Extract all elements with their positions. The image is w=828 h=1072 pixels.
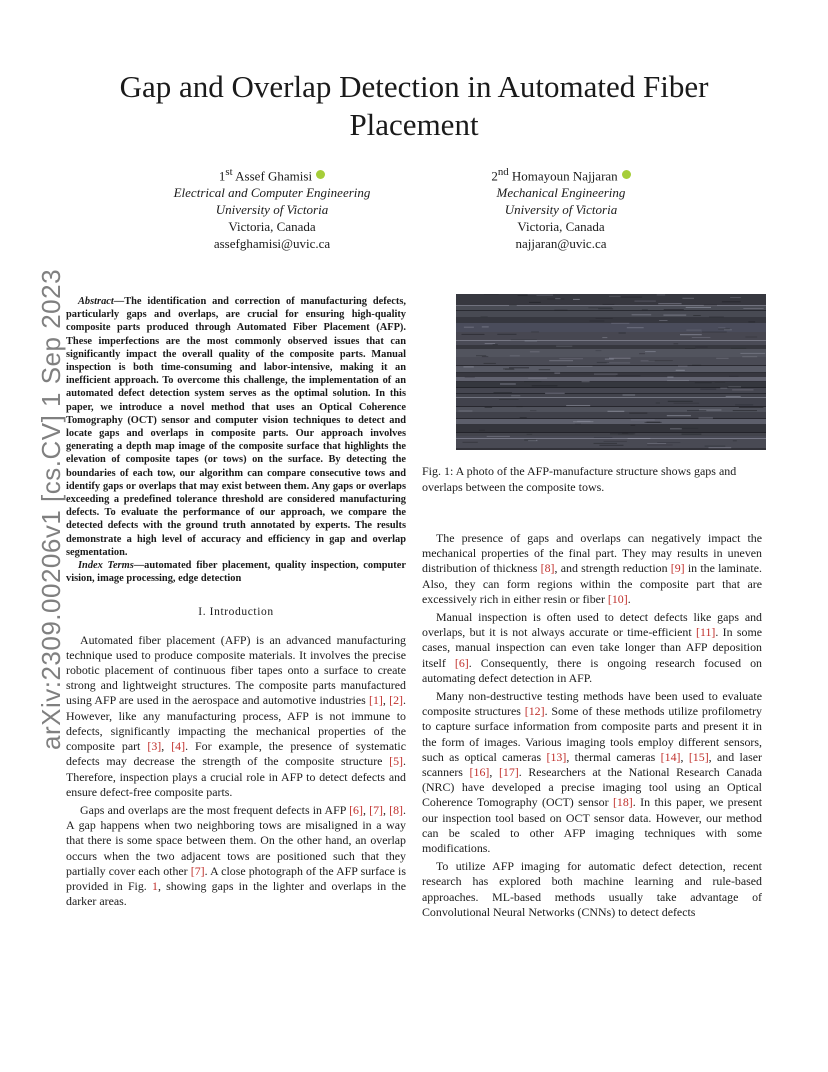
fiber-streak [728,386,741,387]
fiber-streak [733,410,757,411]
fiber-streak [604,441,627,442]
fiber-streak [740,353,765,354]
author-number: 1 [218,168,226,184]
fiber-streak [567,366,593,367]
fiber-streak [718,328,730,329]
index-terms-label: Index Terms [78,560,134,572]
citation-link[interactable]: [6] [349,802,363,817]
fiber-streak [603,304,615,305]
paragraph-text: , [382,802,390,817]
author-university: University of Victoria [215,202,329,218]
fiber-streak [619,333,626,334]
abstract-text: —The identification and correction of manufacturing defects, particularly gaps and overlaps, are crucial for ensuring high-quality composite parts produced through Automated Fiber Placement (AFP). These imperfections are the most commonly observed issues that can significantly impact the overall quality of the composite parts. Manual inspection is both time-consuming and labor-intensive, making it an inefficient approach. To overcome this challenge, the implementation of an automated defect detection system serves as the optimal solution. In this paper, we introduce a novel method that uses an Optical Coherence Tomography (OCT) sensor and computer vision techniques to detect and locate gaps and overlaps in composite parts. Our approach involves generating a depth map image of the composite surface that highlights the elevation of composite tapes (or tows) on the surface. By detecting the boundaries of each tow, our algorithm can compare consecutive tows and identify gaps or overlaps that may exist between them. Any gaps or overlaps exceeding a predefined tolerance threshold are considered manufacturing defects. To evaluate the performance of our approach, we compare the detected defects with the ground truth annotated by experts. The results demonstrate a high level of accuracy and efficiency in gap and overlap segmentation. [66,296,406,558]
fiber-streak [528,378,547,379]
fiber-streak [611,323,629,324]
author-block-2 [421,164,701,252]
author-university: University of Victoria [504,202,618,218]
fiber-streak [484,294,499,295]
fiber-streak [500,384,516,385]
fiber-streak [594,443,618,444]
citation-link[interactable]: [17] [498,765,519,780]
fiber-streak [658,303,681,304]
paragraph-text: , [382,693,390,708]
fiber-streak [745,337,757,338]
fiber-streak [476,355,486,356]
fiber-streak [623,395,636,396]
fiber-streak [735,404,753,405]
fiber-streak [685,348,695,349]
fiber-streak [582,381,590,382]
right-column [422,531,762,923]
fiber-streak [695,347,708,348]
citation-link[interactable]: [8] [389,802,404,817]
section-heading-introduction: I. Introduction [198,606,274,619]
body-paragraph [422,610,762,686]
author-name: Assef Ghamisi [235,168,313,184]
tow-band [456,345,766,349]
citation-link[interactable]: [10] [607,591,628,606]
fiber-streak [668,401,693,402]
right-body-text [422,531,762,920]
author-city: Victoria, Canada [517,219,605,235]
fiber-streak [718,327,725,328]
fiber-streak [485,343,495,344]
fiber-streak [686,330,701,331]
fiber-streak [575,424,581,425]
fiber-streak [635,301,656,302]
fiber-streak [485,407,493,408]
fiber-streak [482,356,488,357]
citation-link[interactable]: [1] [369,693,383,708]
fiber-streak [692,365,701,366]
fiber-streak [657,442,680,443]
fiber-streak [532,385,558,386]
fiber-streak [663,315,686,316]
citation-link[interactable]: [6] [454,655,469,670]
citation-link[interactable]: [15] [688,749,709,764]
fiber-streak [503,368,514,369]
fiber-streak [597,362,609,363]
fiber-streak [645,422,662,423]
fiber-streak [499,399,519,400]
tow-band [456,448,766,450]
citation-link[interactable]: [18] [612,795,633,810]
paragraph-text: , [362,802,370,817]
paragraph-text: , thermal cameras [566,749,661,764]
fiber-streak [588,307,612,308]
fiber-streak [716,358,728,359]
fiber-streak [554,310,567,311]
paragraph-text: . A close photograph of the AFP surface is provided in Fig. [66,863,406,893]
figure-afp-photo [456,294,766,450]
citation-link[interactable]: [7] [369,802,383,817]
body-paragraph [422,859,762,920]
citation-link[interactable]: [14] [660,749,681,764]
fiber-streak [524,440,536,441]
paragraph-text: , [680,749,689,764]
fiber-streak [602,337,607,338]
paragraph-text: . In some cases, manual inspection can even take longer than AFP deposition itself [422,625,762,670]
fiber-streak [594,437,613,438]
fiber-streak [596,318,613,319]
fiber-streak [705,446,726,447]
fiber-streak [545,393,565,394]
fiber-streak [609,358,631,359]
fiber-streak [459,411,473,412]
fiber-streak [465,377,475,378]
citation-link[interactable]: [2] [389,693,404,708]
citation-link[interactable]: [16] [469,765,490,780]
tow-boundary [456,397,766,398]
body-paragraph [66,803,406,909]
author-email[interactable]: assefghamisi@uvic.ca [213,236,331,252]
paragraph-text: , [161,739,172,754]
fiber-streak [664,309,684,310]
fiber-streak [627,327,644,328]
abstract [66,295,406,559]
fiber-streak [527,434,533,435]
fiber-streak [692,337,711,338]
fiber-streak [482,326,489,327]
fiber-streak [733,440,737,441]
fiber-streak [549,360,573,361]
citation-link[interactable]: [7] [190,863,205,878]
fiber-streak [511,339,537,340]
citation-link[interactable]: [13] [546,749,567,764]
tow-band [456,294,766,300]
citation-link[interactable]: [5] [389,754,404,769]
fiber-streak [525,340,538,341]
fiber-streak [743,308,763,309]
fiber-streak [645,351,656,352]
fiber-streak [748,321,755,322]
left-column [66,295,406,912]
tow-band [456,317,766,323]
fiber-streak [609,296,621,297]
tow-band [456,366,766,373]
fiber-streak [647,445,673,446]
fiber-streak [610,433,635,434]
citation-link[interactable]: [3] [147,739,162,754]
tow-boundary [456,438,766,439]
tow-band [456,332,766,341]
fiber-streak [462,334,485,335]
author-name: Homayoun Najjaran [511,168,618,184]
fiber-streak [639,353,645,354]
fiber-streak [659,320,667,321]
fiber-streak [463,442,478,443]
index-terms-text: —automated fiber placement, quality inspection, computer vision, image processing, edge detection [66,560,406,585]
fiber-streak [667,377,673,378]
paragraph-text: . For example, the presence of systematic defects may decrease the strength of the composite structure [66,739,406,769]
fiber-streak [481,316,488,317]
fiber-streak [657,294,666,295]
body-paragraph [422,689,762,856]
fiber-streak [628,438,651,439]
citation-link[interactable]: 1 [152,878,158,893]
author-ordinal: nd [497,166,509,178]
fiber-streak [631,425,636,426]
tow-band [456,419,766,424]
paragraph-text: Automated fiber placement (AFP) is an advanced manufacturing technique used to produce composite materials. It involves the precise robotic placement of continuous fiber tapes onto a surface to create strong and lightweight structures. The composite parts manufactured using AFP are used in the aerospace and automotive industries [66,632,406,708]
paragraph-text: , [489,765,499,780]
fiber-streak [605,359,614,360]
fiber-streak [647,443,666,444]
fiber-streak [590,321,605,322]
fiber-streak [642,309,648,310]
citation-link[interactable]: [11] [696,625,716,640]
fiber-streak [464,327,474,328]
tow-band [456,412,766,419]
fiber-streak [632,314,652,315]
paragraph-text: . [627,591,631,606]
fiber-streak [497,334,516,335]
tow-band [456,341,766,345]
fiber-streak [700,389,716,390]
paragraph-text: . Some of these methods utilize profilometry to capture surface information from composite parts and present it in the form of images. Various imaging tools employ different sensors, such as optical cameras [422,704,762,764]
tow-boundary [456,340,766,341]
fiber-streak [699,418,713,419]
fiber-streak [607,362,630,363]
paragraph-text: Many non-destructive testing methods have been used to evaluate composite structures [422,689,762,719]
paper-title: Gap and Overlap Detection in Automated Fiber Placement [119,69,709,142]
fiber-streak [608,411,625,412]
fiber-streak [577,421,590,422]
fiber-streak [682,434,702,435]
citation-link[interactable]: [4] [171,739,186,754]
tow-boundary [456,372,766,373]
tow-band [456,349,766,357]
fiber-streak [724,329,732,330]
paragraph-text: Gaps and overlaps are the most frequent defects in AFP [80,802,350,817]
fiber-streak [732,389,753,390]
orcid-icon[interactable] [316,170,325,179]
fiber-streak [556,346,572,347]
author-name-line [132,164,412,184]
fiber-streak [509,305,517,306]
fiber-streak [524,381,541,382]
body-paragraph [422,531,762,607]
arxiv-stamp[interactable]: arXiv:2309.00206v1 [cs.CV] 1 Sep 2023 [36,268,66,750]
fiber-streak [616,375,641,376]
fiber-streak [529,302,541,303]
fiber-streak [463,366,473,367]
fiber-streak [702,332,727,333]
author-block-1 [132,164,412,252]
fiber-streak [686,307,711,308]
author-ordinal: st [225,166,233,178]
fiber-streak [680,334,702,335]
paragraph-text: in the laminate. Also, they can form regions within the composite part that are excessively rich in either resin or fiber [422,561,762,606]
author-department: Mechanical Engineering [496,185,626,201]
paragraph-text: To utilize AFP imaging for automatic defect detection, recent research has explored both machine learning and rule-based approaches. ML-based methods usually take advantage of Convolutional Neural Networks (CNNs) to detect defects [422,859,762,919]
fiber-streak [594,374,618,375]
fiber-streak [676,370,685,371]
fiber-streak [729,376,739,377]
fiber-streak [559,358,583,359]
fiber-streak [554,373,560,374]
fiber-streak [631,419,655,420]
tow-boundary [456,393,766,394]
abstract-label: Abstract [78,296,114,307]
fiber-streak [742,356,757,357]
tow-boundary [456,418,766,419]
fiber-streak [730,297,741,298]
paragraph-text: , and laser scanners [422,749,762,780]
fiber-streak [516,406,522,407]
tow-boundary [456,310,766,311]
paragraph-text: , and strength reduction [554,561,671,576]
tow-boundary [456,432,766,433]
fiber-streak [629,413,647,414]
tow-band [456,424,766,433]
paragraph-text: . Researchers at the National Research Canada (NRC) have developed a precise imaging tool using an Optical Coherence Tomography (OCT) sensor [422,765,763,810]
citation-link[interactable]: [8] [540,561,555,576]
fiber-streak [715,382,725,383]
fiber-streak [566,405,590,406]
citation-link[interactable]: [12] [524,704,545,719]
left-body-text [66,633,406,910]
body-paragraph [66,633,406,800]
fiber-streak [531,331,539,332]
paragraph-text: . Consequently, there is ongoing research focused on automating defect detection in AFP. [422,655,763,685]
author-number: 2 [491,168,498,184]
paragraph-text: , showing gaps in the lighter and overlaps in the darker areas. [66,878,406,909]
fiber-streak [722,301,741,302]
fiber-streak [678,366,688,367]
index-terms [66,559,406,585]
fiber-streak [739,407,764,408]
fiber-streak [680,428,698,429]
fiber-streak [479,430,485,431]
author-email[interactable]: najjaran@uvic.ca [515,236,607,252]
fiber-streak [682,298,694,299]
author-city: Victoria, Canada [228,219,316,235]
fiber-streak [518,295,537,296]
orcid-icon[interactable] [622,170,631,179]
fiber-streak [709,316,724,317]
fiber-streak [494,392,512,393]
fiber-streak [599,445,623,446]
fiber-streak [720,388,727,389]
citation-link[interactable]: [9] [670,561,685,576]
paragraph-text: . Therefore, inspection plays a crucial role in AFP to detect defects and ensure defect-free composite parts. [66,754,406,799]
fiber-streak [493,344,498,345]
paragraph-text: The presence of gaps and overlaps can negatively impact the mechanical properties of the final part. They may results in uneven distribution of thickness [422,531,762,576]
fiber-streak [693,315,701,316]
fiber-streak [649,360,673,361]
fiber-streak [670,428,682,429]
fiber-streak [674,403,700,404]
tow-boundary [456,406,766,407]
fiber-streak [484,363,496,364]
tow-band [456,311,766,317]
figure-caption: Fig. 1: A photo of the AFP-manufacture structure shows gaps and overlaps between the composite tows. [422,464,737,494]
fiber-streak [539,369,551,370]
fiber-streak [509,367,529,368]
fiber-streak [656,403,660,404]
fiber-streak [598,308,613,309]
afp-surface-image [456,294,766,450]
fiber-streak [520,417,527,418]
fiber-streak [731,348,747,349]
paragraph-text: . A gap happens when two neighboring tows are misaligned in a way that there is some space between them. On the other hand, an overlap occurs when the two adjacent tows are positioned such that they partially cover each other [66,802,406,878]
tow-boundary [456,387,766,388]
author-department: Electrical and Computer Engineering [173,185,371,201]
fiber-streak [511,395,520,396]
fiber-streak [510,355,520,356]
fiber-streak [530,410,536,411]
fiber-streak [621,297,642,298]
fiber-streak [709,447,732,448]
fiber-streak [667,415,691,416]
fiber-streak [674,343,679,344]
author-name-line [421,164,701,184]
fiber-streak [695,382,712,383]
fiber-streak [555,298,560,299]
tow-boundary [456,305,766,306]
paragraph-text: . In this paper, we present our inspection tool based on OCT sensor data. However, our method can be scaled to other AFP imaging techniques with some modifications. [422,795,762,856]
fiber-streak [726,396,741,397]
fiber-streak [596,350,602,351]
fiber-streak [573,299,580,300]
fiber-streak [487,436,510,437]
fiber-streak [704,305,717,306]
paragraph-text: . However, like any manufacturing process, AFP is not immune to defects, significantly impacting the mechanical properties of the composite part [66,693,406,754]
fiber-streak [667,380,689,381]
fiber-streak [687,410,706,411]
fiber-streak [530,351,540,352]
paragraph-text: Manual inspection is often used to detect defects like gaps and overlaps, but it is not always accurate or time-efficient [422,610,762,640]
tow-boundary [456,365,766,366]
